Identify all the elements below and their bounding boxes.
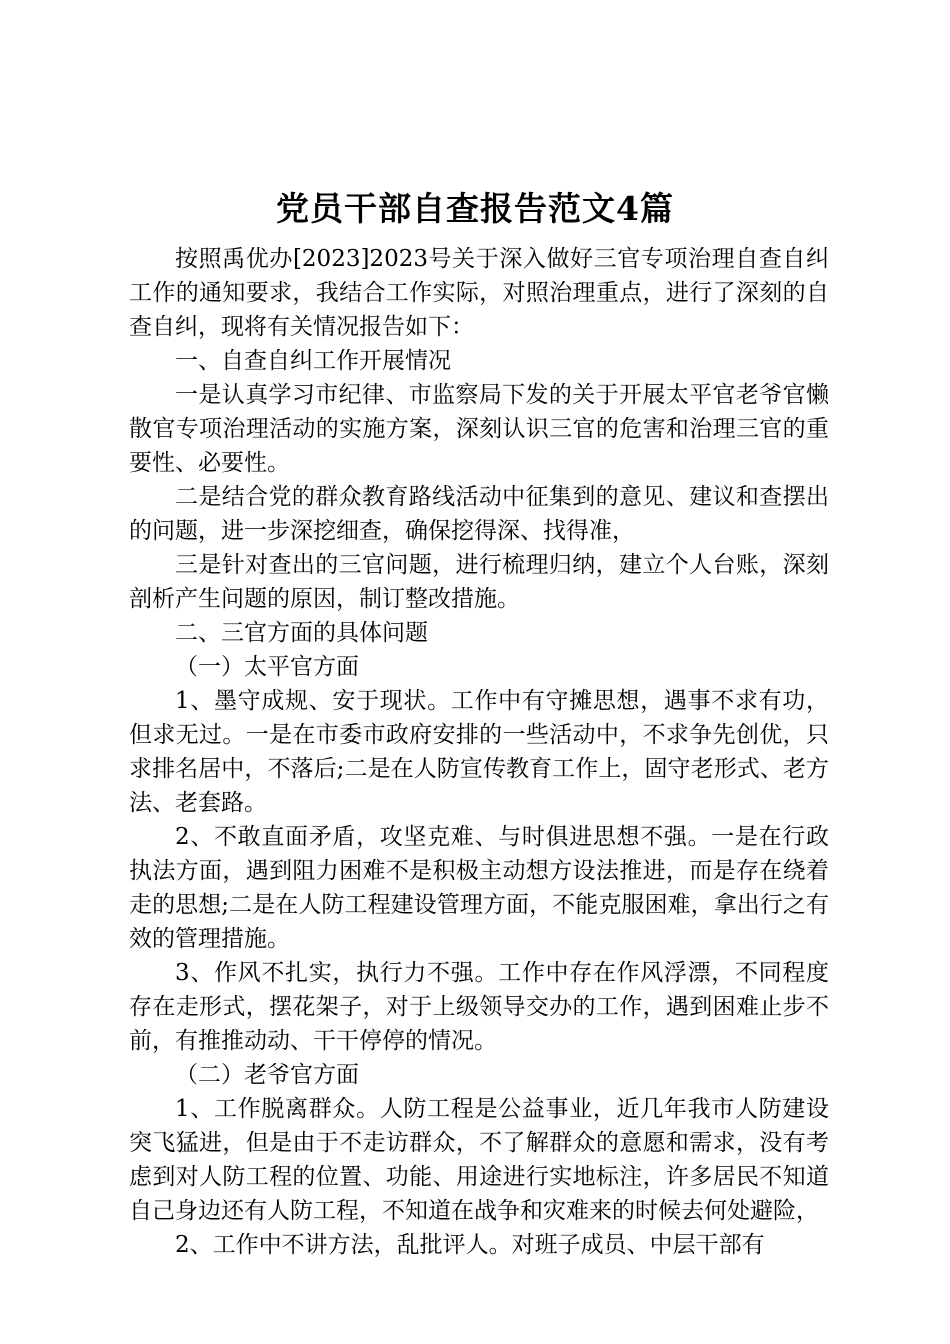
paragraph: 三是针对查出的三官问题，进行梳理归纳，建立个人台账，深刻剖析产生问题的原因，制订整改措施。: [129, 552, 829, 612]
paragraph: 1、工作脱离群众。人防工程是公益事业，近几年我市人防建设突飞猛进，但是由于不走访群众，不了解群众的意愿和需求，没有考虑到对人防工程的位置、功能、用途进行实地标注，许多居民不知道自己身边还有人防工程，不知道在战争和灾难来的时候去何处避险，: [129, 1096, 829, 1224]
document-title: 党员干部自查报告范文4篇: [276, 189, 674, 228]
paragraph: 二是结合党的群众教育路线活动中征集到的意见、建议和查摆出的问题，进一步深挖细查，确保挖得深、找得准，: [129, 484, 829, 544]
section-heading-2: 二、三官方面的具体问题: [175, 620, 428, 646]
subsection-heading-2: （二）老爷官方面: [175, 1062, 359, 1088]
section-heading-1: 一、自查自纠工作开展情况: [175, 348, 451, 374]
document-body: [129, 242, 829, 1262]
paragraph: 一是认真学习市纪律、市监察局下发的关于开展太平官老爷官懒散官专项治理活动的实施方案，深刻认识三官的危害和治理三官的重要性、必要性。: [129, 382, 829, 476]
paragraph-intro: 按照禹优办[2023]2023号关于深入做好三官专项治理自查自纠工作的通知要求，我结合工作实际，对照治理重点，进行了深刻的自查自纠，现将有关情况报告如下：: [129, 246, 829, 340]
subsection-heading-1: （一）太平官方面: [175, 654, 359, 680]
paragraph: 2、不敢直面矛盾，攻坚克难、与时俱进思想不强。一是在行政执法方面，遇到阻力困难不是积极主动想方设法推进，而是存在绕着走的思想;二是在人防工程建设管理方面，不能克服困难，拿出行之有效的管理措施。: [129, 824, 829, 952]
paragraph: 1、墨守成规、安于现状。工作中有守摊思想，遇事不求有功，但求无过。一是在市委市政府安排的一些活动中，不求争先创优，只求排名居中，不落后;二是在人防宣传教育工作上，固守老形式、老方法、老套路。: [129, 688, 829, 816]
paragraph: 2、工作中不讲方法，乱批评人。对班子成员、中层干部有: [175, 1232, 765, 1258]
paragraph: 3、作风不扎实，执行力不强。工作中存在作风浮漂，不同程度存在走形式，摆花架子，对于上级领导交办的工作，遇到困难止步不前，有推推动动、干干停停的情况。: [129, 960, 829, 1054]
